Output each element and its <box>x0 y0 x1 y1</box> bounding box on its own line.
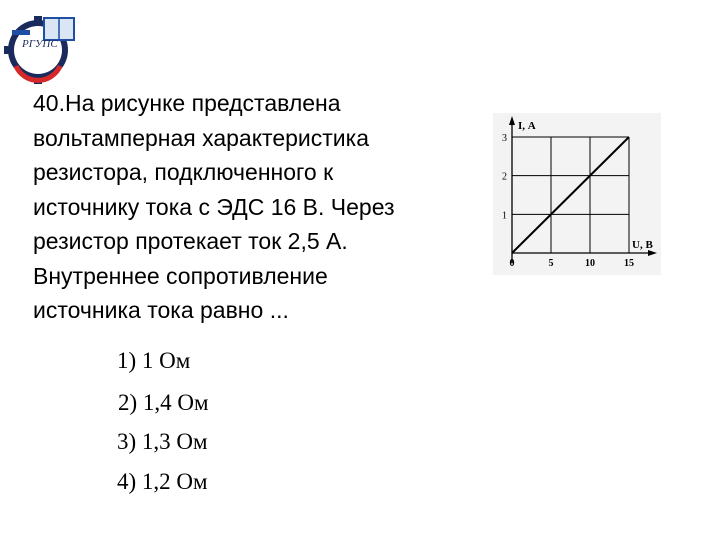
question-line: резистор протекает ток 2,5 А. <box>33 228 348 254</box>
question-line: вольтамперная характеристика <box>33 124 369 151</box>
x-tick-label: 0 <box>509 258 515 269</box>
answer-option[interactable]: 3) 1,3 Ом <box>117 429 208 454</box>
y-tick-label: 1 <box>502 210 507 222</box>
logo-text: РГУПС <box>22 38 58 50</box>
x-tick-label: 15 <box>624 258 634 269</box>
rgups-logo <box>0 0 84 84</box>
y-axis-label: I, А <box>518 120 536 132</box>
y-tick-label: 2 <box>502 171 507 183</box>
answer-option[interactable]: 4) 1,2 Ом <box>117 469 208 494</box>
volt-ampere-graph <box>493 113 661 275</box>
x-axis-label: U, В <box>632 239 653 251</box>
x-tick-label: 10 <box>585 258 595 269</box>
answer-option[interactable]: 2) 1,4 Ом <box>118 390 209 415</box>
y-tick-label: 3 <box>502 133 507 144</box>
question-line: источнику тока с ЭДС 16 В. Через <box>33 193 395 220</box>
question-text <box>33 86 473 328</box>
question-line: резистора, подключенного к <box>33 159 334 185</box>
x-tick-label: 5 <box>548 258 554 269</box>
question-line: Внутреннее сопротивление <box>33 262 328 289</box>
question-line: 40.На рисунке представлена <box>33 90 341 116</box>
answer-option[interactable]: 1) 1 Ом <box>117 348 191 373</box>
question-line: источника тока равно ... <box>33 297 289 323</box>
